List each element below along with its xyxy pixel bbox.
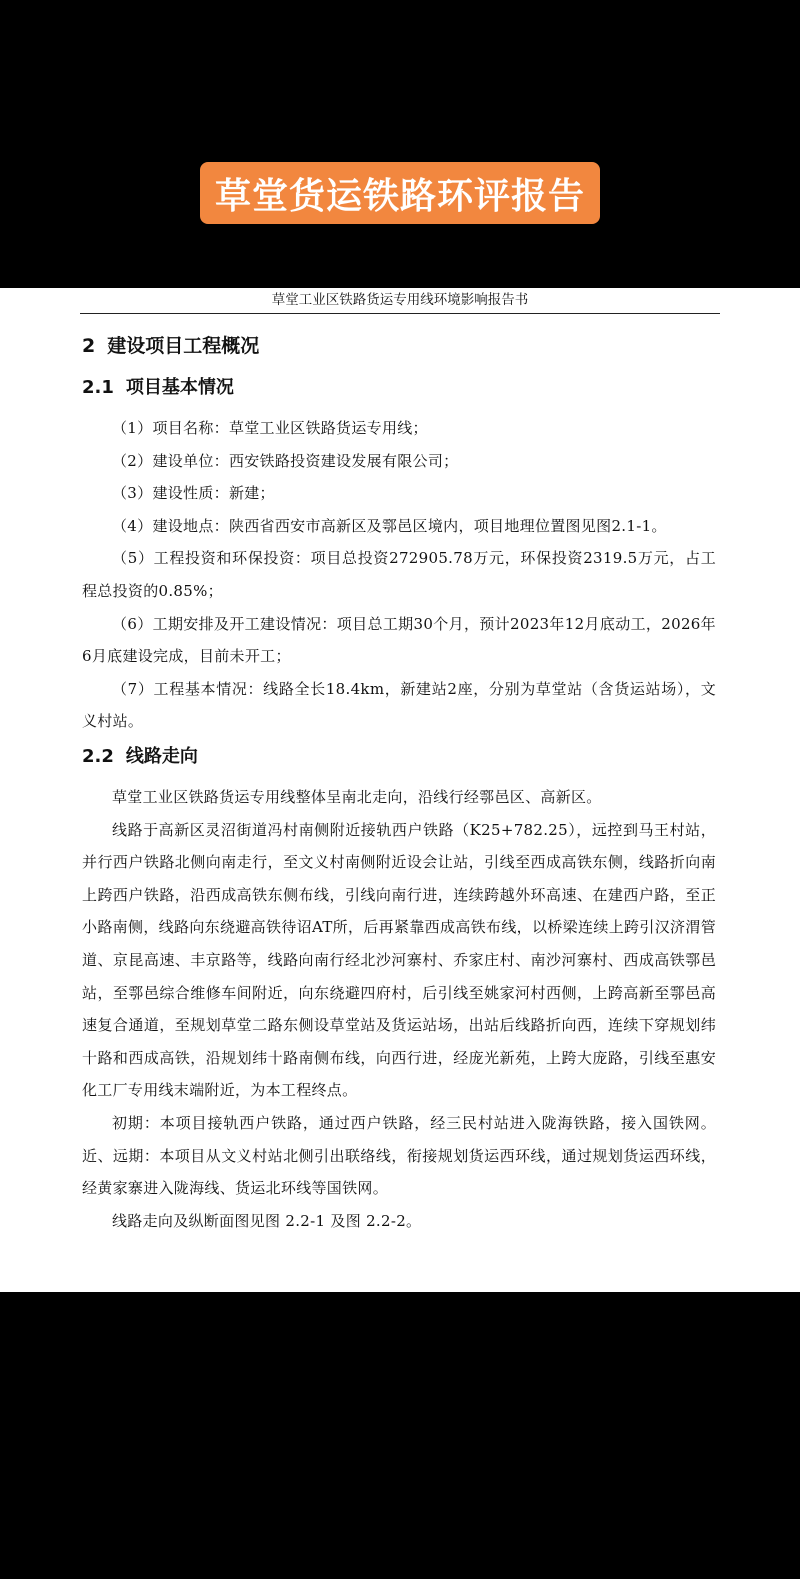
list-item-location: （4）建设地点：陕西省西安市高新区及鄠邑区境内，项目地理位置图见图2.1-1。 [112, 516, 667, 535]
chapter-heading [82, 333, 259, 359]
list-item-investment: （5）工程投资和环保投资：项目总投资272905.78万元，环保投资2319.5万元，占工程总投资的0.85%； [82, 549, 716, 600]
paragraph-phases: 初期：本项目接轨西户铁路，通过西户铁路，经三民村站进入陇海铁路，接入国铁网。近、远期：本项目从文义村站北侧引出联络线，衔接规划货运西环线，通过规划货运西环线，经黄家寨进入陇海线、货运北环线等国铁网。 [82, 1113, 716, 1198]
section-number: 2.1 [82, 377, 114, 398]
list-item-project-name: （1）项目名称：草堂工业区铁路货运专用线； [112, 419, 428, 437]
paragraph-overview: 草堂工业区铁路货运专用线整体呈南北走向，沿线行经鄠邑区、高新区。 [112, 788, 602, 806]
project-info-list [82, 412, 716, 738]
title-banner [200, 162, 600, 224]
section-title: 项目基本情况 [125, 377, 234, 398]
chapter-number: 2 [82, 335, 96, 357]
header-rule [80, 313, 720, 314]
paragraph-figure-ref: 线路走向及纵断面图见图 2.2-1 及图 2.2-2。 [112, 1211, 422, 1230]
paragraph-route-detail: 线路于高新区灵沼街道冯村南侧附近接轨西户铁路（K25+782.25），远控到马王村站，并行西户铁路北侧向南走行，至文义村南侧附近设会让站，引线至西成高铁东侧，线路折向南上跨西户铁路，沿西成高铁东侧布线，引线向南行进，连续跨越外环高速、在建西户路，至正小路南侧，线路向东绕避高铁待诏AT所，后再紧靠西成高铁布线，以桥梁连续上跨引汉济渭管道、京昆高速、丰京路等，线路向南行经北沙河寨村、乔家庄村、南沙河寨村、西成高铁鄠邑站，至鄠邑综合维修车间附近，向东绕避四府村，后引线至姚家河村西侧，上跨高新至鄠邑高速复合通道，至规划草堂二路东侧设草堂站及货运站场，出站后线路折向西，连续下穿规划纬十路和西成高铁，沿规划纬十路南侧布线，向西行进，经庞光新苑，上跨大庞路，引线至惠安化工厂专用线末端附近，为本工程终点。 [82, 820, 716, 1100]
section-heading-2-1 [82, 375, 234, 401]
route-description [82, 781, 716, 1237]
banner-title: 草堂货运铁路环评报告 [214, 175, 585, 217]
section-title: 线路走向 [125, 746, 198, 767]
section-number: 2.2 [82, 746, 114, 767]
chapter-title: 建设项目工程概况 [107, 335, 260, 357]
running-header: 草堂工业区铁路货运专用线环境影响报告书 [271, 292, 529, 308]
list-item-builder: （2）建设单位：西安铁路投资建设发展有限公司； [112, 451, 459, 470]
list-item-basic-info: （7）工程基本情况：线路全长18.4km，新建站2座，分别为草堂站（含货运站场），文义村站。 [82, 679, 716, 731]
section-heading-2-2 [82, 744, 198, 770]
list-item-nature: （3）建设性质：新建； [112, 484, 275, 503]
list-item-schedule: （6）工期安排及开工建设情况：项目总工期30个月，预计2023年12月底动工，2026年6月底建设完成，目前未开工； [82, 614, 716, 666]
document-page [0, 288, 800, 1292]
